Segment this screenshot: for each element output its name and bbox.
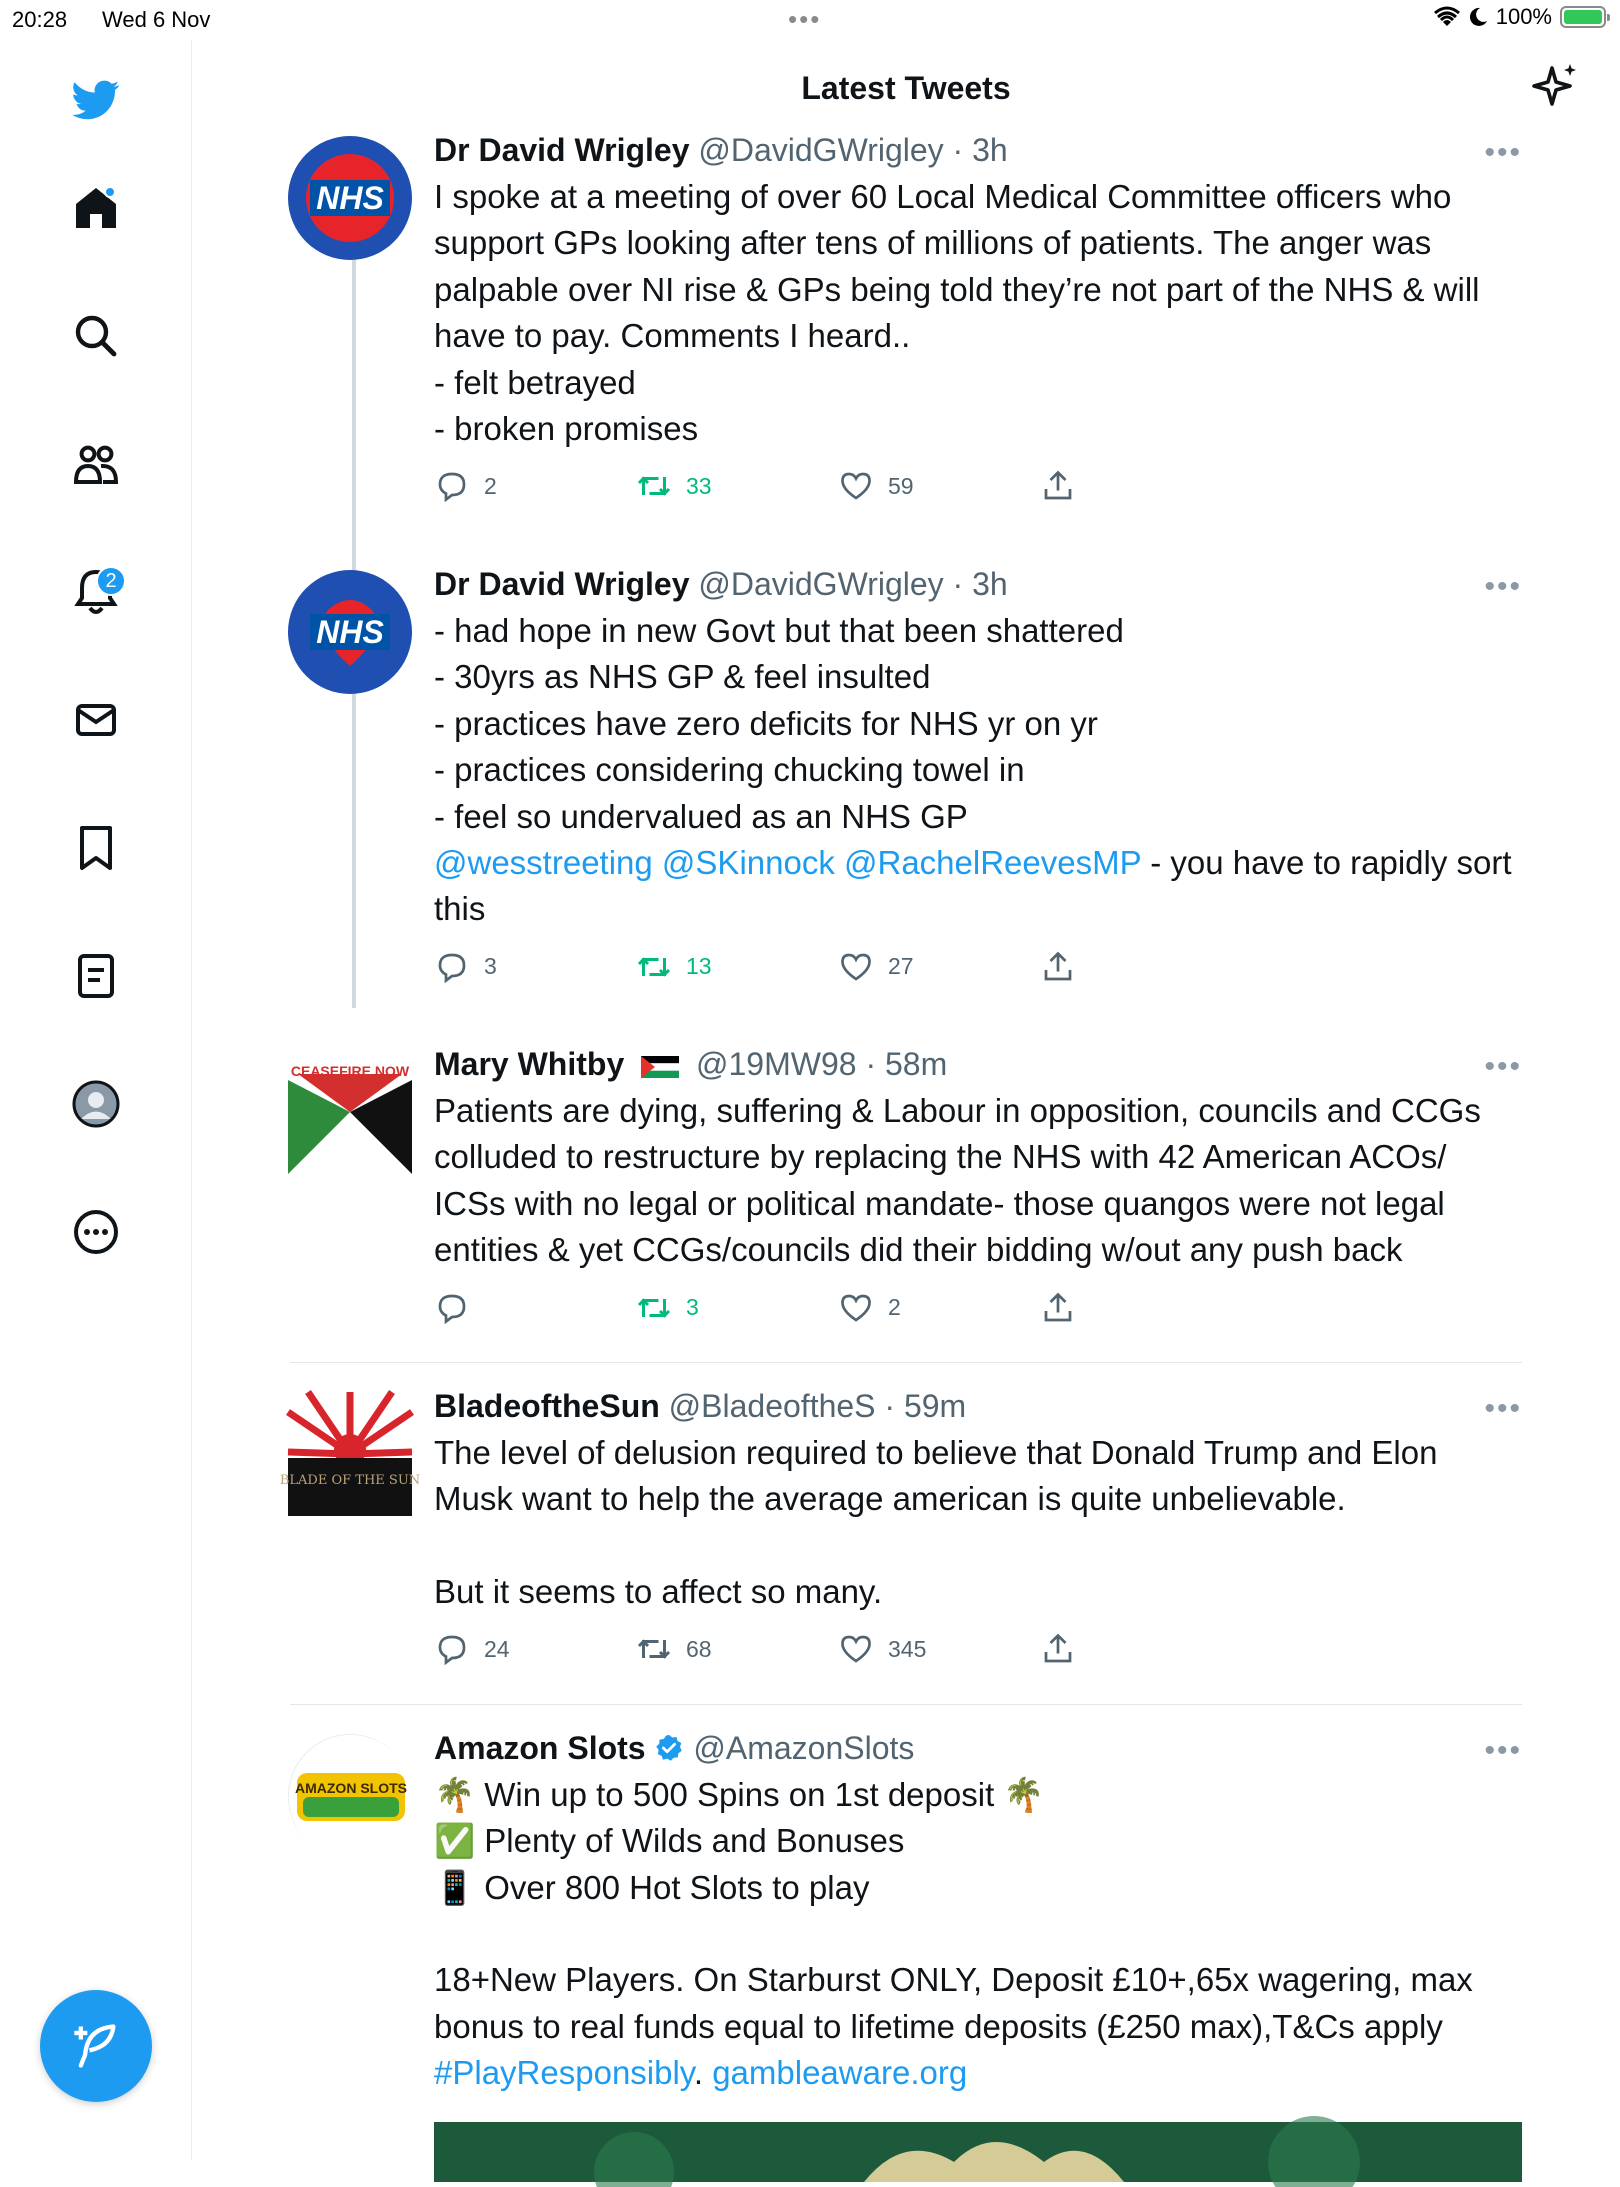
tweet-actions xyxy=(434,1288,1522,1328)
heart-icon xyxy=(838,1631,874,1667)
twitter-logo-icon[interactable] xyxy=(64,68,128,132)
wifi-icon xyxy=(1434,6,1460,28)
reply-count: 3 xyxy=(484,953,497,980)
tweet-line: 🌴 Win up to 500 Spins on 1st deposit 🌴 xyxy=(434,1776,1045,1813)
share-button[interactable] xyxy=(1040,1290,1242,1326)
tweet-header: BladeoftheSun @BladeoftheS · 59m xyxy=(434,1388,967,1424)
avatar[interactable] xyxy=(288,1734,412,1858)
nav-bookmarks[interactable] xyxy=(64,816,128,880)
author-name[interactable]: Dr David Wrigley xyxy=(434,132,690,168)
retweet-count: 68 xyxy=(686,1635,712,1662)
promoted-media-preview[interactable] xyxy=(434,2122,1522,2182)
tweet-divider xyxy=(290,1362,1522,1363)
nav-more[interactable] xyxy=(64,1200,128,1264)
share-icon xyxy=(1040,949,1076,985)
share-icon xyxy=(1040,1290,1076,1326)
like-count: 27 xyxy=(888,953,914,980)
like-button[interactable] xyxy=(838,1290,1040,1326)
heart-icon xyxy=(838,949,874,985)
home-unread-dot xyxy=(104,186,116,198)
sidebar xyxy=(0,40,192,2160)
heart-icon xyxy=(838,468,874,504)
share-button[interactable] xyxy=(1040,468,1242,504)
tweet-divider xyxy=(290,1704,1522,1705)
tweet-body xyxy=(434,1044,1522,1328)
share-button[interactable] xyxy=(1040,1631,1242,1667)
avatar-label: CEASEFIRE NOW xyxy=(290,1063,410,1079)
tweet-line: I spoke at a meeting of over 60 Local Medical Committee officers who xyxy=(434,178,1452,215)
tweet-more-icon[interactable]: ••• xyxy=(1484,136,1522,169)
reply-icon xyxy=(434,949,470,985)
website-link[interactable]: gambleaware.org xyxy=(712,2054,968,2092)
tweet-time[interactable]: 58m xyxy=(884,1046,948,1082)
reply-button[interactable] xyxy=(434,1290,636,1326)
battery-percent: 100% xyxy=(1495,4,1552,29)
nav-communities[interactable] xyxy=(64,432,128,496)
compose-tweet-button[interactable] xyxy=(40,1990,152,2102)
nav-notifications[interactable] xyxy=(64,560,128,624)
verified-badge-icon xyxy=(654,1733,684,1763)
like-count: 2 xyxy=(888,1294,901,1321)
tweet-text xyxy=(434,1772,1522,2096)
tweet-header: Dr David Wrigley @DavidGWrigley · 3h xyxy=(434,566,1008,602)
like-count: 345 xyxy=(888,1635,927,1662)
compose-tweet-icon xyxy=(70,2020,122,2072)
retweet-icon xyxy=(636,1290,672,1326)
retweet-icon xyxy=(636,468,672,504)
more-icon xyxy=(72,1208,120,1256)
tweet-line: have to pay. Comments I heard.. xyxy=(434,317,911,355)
tweet-line: palpable over NI rise & GPs being told they’re not part of the NHS & will xyxy=(434,270,1480,308)
retweet-icon xyxy=(636,1631,672,1667)
communities-icon xyxy=(72,440,120,488)
author-name[interactable]: BladeoftheSun xyxy=(434,1388,660,1424)
tweet-line: - had hope in new Govt but that been shattered xyxy=(434,612,1124,649)
tweet-header xyxy=(434,1728,1522,1768)
nav-search[interactable] xyxy=(64,304,128,368)
avatar-label: AMAZON SLOTS xyxy=(295,1780,407,1796)
tweet-header: Mary Whitby @19MW98 · 58m xyxy=(434,1046,948,1082)
tweet-more-icon[interactable]: ••• xyxy=(1484,1050,1522,1083)
like-button[interactable] xyxy=(838,949,1040,985)
author-handle[interactable]: @DavidGWrigley xyxy=(698,566,944,602)
share-button[interactable] xyxy=(1040,949,1242,985)
nav-lists[interactable] xyxy=(64,944,128,1008)
tweet-line: - 30yrs as NHS GP & feel insulted xyxy=(434,658,931,696)
reply-icon xyxy=(434,1290,470,1326)
tweet[interactable] xyxy=(290,564,1522,1004)
avatar[interactable] xyxy=(279,1392,421,1516)
reply-button[interactable] xyxy=(434,949,636,985)
tweet[interactable] xyxy=(279,1386,1522,1686)
tweet-text xyxy=(434,608,1522,933)
tweet-text xyxy=(434,1088,1522,1274)
nav-profile[interactable] xyxy=(64,1072,128,1136)
tweet-text xyxy=(434,1430,1522,1615)
tweet-more-icon[interactable]: ••• xyxy=(1484,1392,1522,1425)
author-handle[interactable]: @19MW98 xyxy=(696,1046,857,1082)
moon-icon xyxy=(1468,6,1488,28)
tweet-line: - felt betrayed xyxy=(434,363,636,401)
tweet[interactable] xyxy=(290,130,1522,510)
tweet-line: entities & yet CCGs/councils did their bidding w/out any push back xyxy=(434,1231,1403,1269)
tweet-line: - practices considering chucking towel in xyxy=(434,751,1025,789)
retweet-icon xyxy=(636,949,672,985)
avatar-label: NHS xyxy=(316,180,384,216)
profile-icon xyxy=(72,1080,120,1128)
heart-icon xyxy=(838,1290,874,1326)
reply-count: 2 xyxy=(484,472,497,499)
retweet-button[interactable] xyxy=(636,1290,838,1326)
hashtag-link[interactable]: #PlayResponsibly xyxy=(434,2054,694,2092)
author-name[interactable]: Dr David Wrigley xyxy=(434,566,690,602)
tweet[interactable] xyxy=(290,1728,1522,2122)
like-button[interactable] xyxy=(838,1631,1040,1667)
tweet-line-tail: - you have to rapidly sort xyxy=(1141,844,1512,882)
tweet-time[interactable]: 59m xyxy=(903,1388,967,1424)
author-handle[interactable]: @DavidGWrigley xyxy=(698,132,944,168)
author-name[interactable]: Mary Whitby xyxy=(434,1046,625,1082)
nav-messages[interactable] xyxy=(64,688,128,752)
tweet-line: bonus to real funds equal to lifetime deposits (£250 max),T&Cs apply xyxy=(434,2007,1443,2045)
retweet-count: 13 xyxy=(686,953,712,980)
notifications-badge: 2 xyxy=(96,566,126,596)
tweet-actions xyxy=(434,1629,1522,1669)
tweet-line-blank xyxy=(434,1523,1522,1569)
tweet-more-icon[interactable]: ••• xyxy=(1484,570,1522,603)
tweet-line: - feel so undervalued as an NHS GP xyxy=(434,797,968,835)
tweet-body xyxy=(434,1386,1522,1669)
reply-icon xyxy=(434,468,470,504)
tweet-time[interactable]: 3h xyxy=(972,132,1008,168)
retweet-count: 33 xyxy=(686,472,712,499)
avatar[interactable] xyxy=(288,136,412,260)
nav-home[interactable] xyxy=(64,176,128,240)
tweet-line: - broken promises xyxy=(434,410,699,448)
avatar-label: BLADE OF THE SUN xyxy=(279,1473,421,1488)
battery-icon xyxy=(1560,6,1606,28)
tweet-line: - practices have zero deficits for NHS yr on yr xyxy=(434,704,1098,742)
retweet-count: 3 xyxy=(686,1294,699,1321)
avatar-label: NHS xyxy=(316,614,384,650)
tweet-line xyxy=(434,2050,1522,2096)
status-right xyxy=(1434,4,1606,30)
tweet[interactable] xyxy=(290,1044,1522,1344)
tweet-line: ICSs with no legal or political mandate- those quangos were not legal xyxy=(434,1184,1445,1222)
tweet-line: this xyxy=(434,890,486,928)
tweet-line: 📱 Over 800 Hot Slots to play xyxy=(434,1868,870,1906)
retweet-button[interactable] xyxy=(636,468,838,504)
avatar[interactable] xyxy=(288,1050,412,1174)
mention-links[interactable]: @wesstreeting @SKinnock @RachelReevesMP xyxy=(434,844,1142,882)
tweet-line: colluded to restructure by replacing the NHS with 42 American ACOs/ xyxy=(434,1138,1447,1176)
tweet-line: 18+New Players. On Starburst ONLY, Deposit £10+,65x wagering, max xyxy=(434,1961,1473,1999)
tweet-line: Patients are dying, suffering & Labour in opposition, councils and CCGs xyxy=(434,1092,1481,1129)
like-button[interactable] xyxy=(838,468,1040,504)
tweet-line: support GPs looking after tens of millions of patients. The anger was xyxy=(434,224,1432,262)
tweet-body xyxy=(434,564,1522,987)
avatar[interactable] xyxy=(288,570,412,694)
reply-icon xyxy=(434,1631,470,1667)
share-icon xyxy=(1040,1631,1076,1667)
author-handle[interactable]: @BladeoftheS xyxy=(668,1388,876,1424)
tweet-line: ✅ Plenty of Wilds and Bonuses xyxy=(434,1822,905,1860)
bookmarks-icon xyxy=(72,824,120,872)
tweet-more-icon[interactable]: ••• xyxy=(1484,1734,1522,1767)
tweet-line-tail: . xyxy=(693,2054,713,2092)
search-icon xyxy=(72,312,120,360)
status-date: Wed 6 Nov xyxy=(102,7,211,32)
messages-icon xyxy=(72,696,120,744)
tweet-line: But it seems to affect so many. xyxy=(434,1572,883,1610)
retweet-button[interactable] xyxy=(636,949,838,985)
tweet-body xyxy=(434,130,1522,506)
author-name[interactable]: Amazon Slots xyxy=(434,1730,646,1766)
reply-button[interactable] xyxy=(434,1631,636,1667)
retweet-button[interactable] xyxy=(636,1631,838,1667)
reply-count: 24 xyxy=(484,1635,510,1662)
lists-icon xyxy=(72,952,120,1000)
tweet-actions xyxy=(434,947,1522,987)
share-icon xyxy=(1040,468,1076,504)
tweet-line-blank xyxy=(434,1911,1522,1957)
tweet-body xyxy=(434,1728,1522,2096)
multitasking-dots-icon[interactable]: ••• xyxy=(788,4,822,34)
reply-button[interactable] xyxy=(434,468,636,504)
author-handle[interactable]: @AmazonSlots xyxy=(693,1730,915,1766)
palestine-flag-icon xyxy=(641,1056,679,1078)
tweet-line: The level of delusion required to believe that Donald Trump and Elon xyxy=(434,1434,1438,1471)
status-time: 20:28 xyxy=(12,7,68,32)
tweet-text xyxy=(434,174,1522,452)
page-title: Latest Tweets xyxy=(801,70,1011,106)
sparkle-icon[interactable] xyxy=(1532,62,1580,110)
tweet-line: Musk want to help the average american is quite unbelievable. xyxy=(434,1480,1346,1518)
tweet-actions xyxy=(434,466,1522,506)
tweet-line xyxy=(434,840,1522,886)
tweet-header: Dr David Wrigley @DavidGWrigley · 3h xyxy=(434,132,1008,168)
tweet-time[interactable]: 3h xyxy=(972,566,1008,602)
status-bar xyxy=(0,0,1620,40)
like-count: 59 xyxy=(888,472,914,499)
